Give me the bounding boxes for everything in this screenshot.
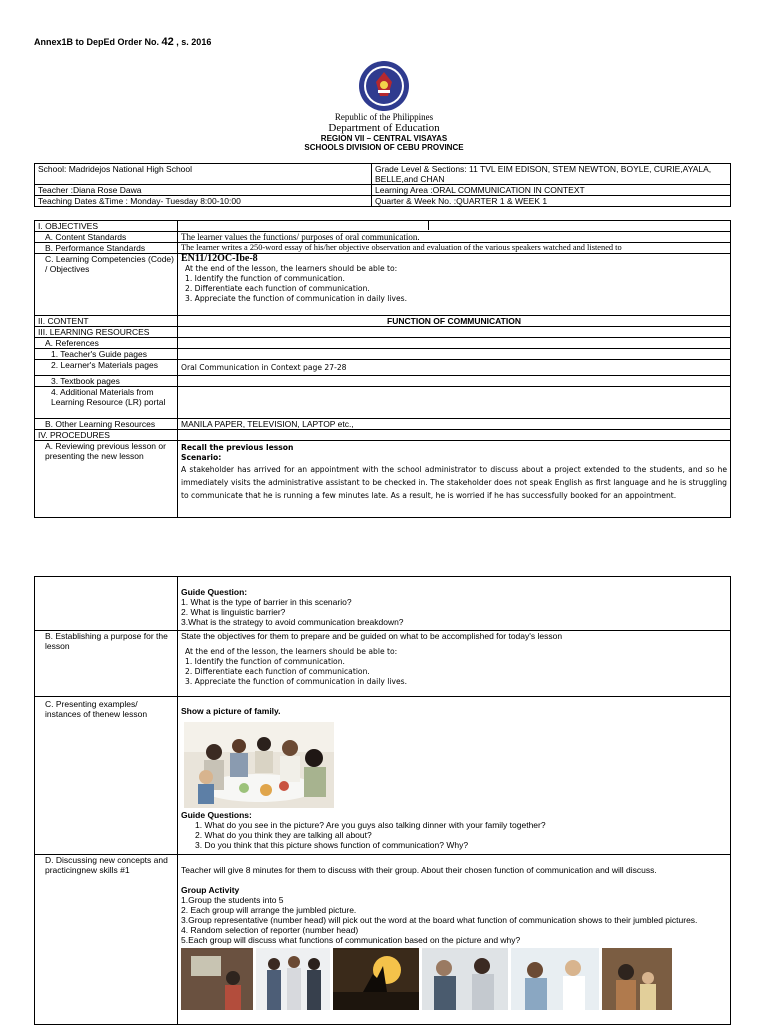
sunset-silhouette-photo xyxy=(333,948,419,1010)
learners-materials-value: Oral Communication in Context page 27-28 xyxy=(178,360,731,376)
teachers-guide-label: 1. Teacher's Guide pages xyxy=(35,349,178,360)
content-standards-value: The learner values the functions/ purposes of oral communication. xyxy=(178,232,731,243)
objective-item: 1. Identify the function of communication. xyxy=(185,274,345,283)
teacher-cell: Teacher :Diana Rose Dawa xyxy=(35,185,372,196)
business-people-photo xyxy=(256,948,330,1010)
discussing-label: D. Discussing new concepts and practicingnew skills #1 xyxy=(35,855,178,1025)
grade-cell: Grade Level & Sections: 11 TVL EIM EDISON, STEM NEWTON, BOYLE, CURIE,AYALA, BELLE,and CHAN xyxy=(372,164,731,185)
picture-question-item: 3. Do you think that this picture shows function of communication? Why? xyxy=(195,840,469,850)
guide-question-item: 1. What is the type of barrier in this scenario? xyxy=(181,597,352,607)
lesson-plan-table xyxy=(34,220,731,518)
family-dinner-photo xyxy=(184,722,334,808)
guide-question-cell: Guide Question: 1. What is the type of barrier in this scenario? 2. What is linguistic barrier? 3.What is the strategy to avoid communication breakdown? xyxy=(178,577,731,631)
objective-item: 3. Appreciate the function of communication in daily lives. xyxy=(185,677,407,686)
competency-code: EN11/12OC-Ibe-8 xyxy=(181,253,258,264)
jumbled-picture-strip xyxy=(181,948,727,1010)
references-label: A. References xyxy=(35,338,178,349)
discussing-value: Teacher will give 8 minutes for them to discuss with their group. About their chosen function of communication and will discuss. Group Activity 1.Group the students into 5 2. Each group will arrange the jumbled picture. 3.Group representative (number head) will pick out the word at the board what function of communication shows to their jumbled pictures. 4. Random selection of reporter (number head) 5.Each group will discuss what functions of communication based on the picture and why? xyxy=(178,855,731,1025)
textbook-label: 3. Textbook pages xyxy=(35,376,178,387)
review-label: A. Reviewing previous lesson or presenting the new lesson xyxy=(35,441,178,518)
teaching-dates-cell: Teaching Dates &Time : Monday- Tuesday 8:00-10:00 xyxy=(35,196,372,207)
republic-label: Republic of the Philippines xyxy=(334,112,434,122)
objective-item: 1. Identify the function of communication. xyxy=(185,657,345,666)
group-activity-item: 3.Group representative (number head) will pick out the word at the board what function of communication shows to their jumbled pictures. xyxy=(181,915,698,925)
school-info-table xyxy=(34,163,731,207)
objective-item: 2. Differentiate each function of communication. xyxy=(185,284,370,293)
school-cell: School: Madridejos National High School xyxy=(35,164,372,185)
content-value: FUNCTION OF COMMUNICATION xyxy=(178,316,731,327)
meeting-photo xyxy=(422,948,508,1010)
learning-resources-heading: III. LEARNING RESOURCES xyxy=(35,327,178,338)
learning-area-cell: Learning Area :ORAL COMMUNICATION IN CONTEXT xyxy=(372,185,731,196)
quarter-cell: Quarter & Week No. :QUARTER 1 & WEEK 1 xyxy=(372,196,731,207)
group-activity-item: 5.Each group will discuss what functions of communication based on the picture and why? xyxy=(181,935,521,945)
group-activity-item: 4. Random selection of reporter (number head) xyxy=(181,925,359,935)
picture-question-item: 2. What do you think they are talking all about? xyxy=(195,830,372,840)
group-activity-item: 1.Group the students into 5 xyxy=(181,895,284,905)
learners-materials-label: 2. Learner's Materials pages xyxy=(35,360,178,376)
classroom-photo xyxy=(181,948,253,1010)
presenting-label: C. Presenting examples/ instances of thenew lesson xyxy=(35,697,178,855)
presenting-value: Show a picture of family. Guide Questions: 1. What do you see in the picture? Are you guys also talking dinner with your family together? 2. What do you think they are talking all about? 3. Do you think that this picture shows function of communication? Why? xyxy=(178,697,731,855)
performance-standards-label: B. Performance Standards xyxy=(35,243,178,254)
content-standards-label: A. Content Standards xyxy=(35,232,178,243)
other-resources-label: B. Other Learning Resources xyxy=(35,419,178,430)
purpose-value: State the objectives for them to prepare and be guided on what to be accomplished for today's lesson At the end of the lesson, the learners should be able to: 1. Identify the function of communication. 2. Differentiate each function of communication. 3. Appreciate the function of communication in daily lives. xyxy=(178,631,731,697)
procedures-heading: IV. PROCEDURES xyxy=(35,430,178,441)
group-activity-item: 2. Each group will arrange the jumbled picture. xyxy=(181,905,357,915)
objectives-heading: I. OBJECTIVES xyxy=(35,221,178,232)
additional-materials-label: 4. Additional Materials from Learning Resource (LR) portal xyxy=(35,387,178,419)
objective-item: 3. Appreciate the function of communication in daily lives. xyxy=(185,294,407,303)
review-value: Recall the previous lesson Scenario: A stakeholder has arrived for an appointment with the school administrator to discuss about a project extended to the students, and so he immediately visits the administrative assistant to be checked in. The stakeholder does not speak English as first language and he is struggling to communicate that he is running a few minutes late. As a result, he is worried if he has successfully booked for an appointment. xyxy=(178,441,731,518)
purpose-label: B. Establishing a purpose for the lesson xyxy=(35,631,178,697)
annex-reference: Annex1B to DepEd Order No. 42 , s. 2016 xyxy=(34,36,212,48)
family-photo xyxy=(602,948,672,1010)
region-label: REGION VII – CENTRAL VISAYAS xyxy=(320,134,448,143)
picture-question-item: 1. What do you see in the picture? Are you guys also talking dinner with your family together? xyxy=(195,820,546,830)
performance-standards-value: The learner writes a 250-word essay of his/her objective observation and evaluation of the various speakers watched and listened to xyxy=(178,243,731,254)
content-heading: II. CONTENT xyxy=(35,316,178,327)
doctor-consultation-photo xyxy=(511,948,599,1010)
division-label: SCHOOLS DIVISION OF CEBU PROVINCE xyxy=(304,143,464,152)
guide-question-item: 2. What is linguistic barrier? xyxy=(181,607,286,617)
deped-seal-logo xyxy=(358,60,410,112)
other-resources-value: MANILA PAPER, TELEVISION, LAPTOP etc., xyxy=(178,419,731,430)
department-label: Department of Education xyxy=(328,122,440,134)
procedures-table xyxy=(34,576,731,1025)
guide-question-item: 3.What is the strategy to avoid communication breakdown? xyxy=(181,617,404,627)
scenario-text: A stakeholder has arrived for an appointment with the school administrator to discuss about a project extended to the students, and so he immediately visits the administrative assistant to be checked in. The stakeholder does not speak English as first language and he is struggling to communicate that he is running a few minutes late. As a result, he is worried if he has successfully booked for an appointment. xyxy=(181,465,727,500)
competencies-label: C. Learning Competencies (Code) / Objectives xyxy=(35,254,178,316)
objective-item: 2. Differentiate each function of communication. xyxy=(185,667,370,676)
competencies-value: EN11/12OC-Ibe-8 At the end of the lesson, the learners should be able to: 1. Identify the function of communication. 2. Differentiate each function of communication. 3. Appreciate the function of communication in daily lives. xyxy=(178,254,731,316)
